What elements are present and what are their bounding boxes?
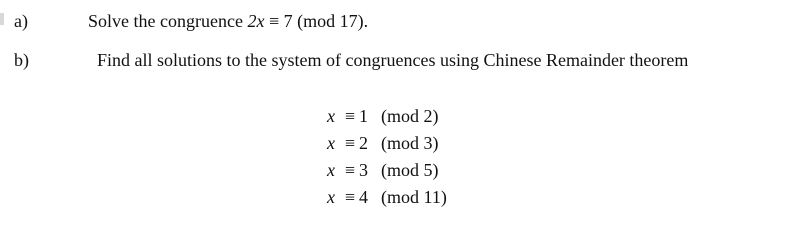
page-edge-mark bbox=[0, 13, 4, 25]
question-a-expression-rest: ≡ 7 (mod 17) bbox=[264, 11, 364, 31]
congruence-symbol: ≡ bbox=[344, 160, 356, 180]
congruence-value: 2 bbox=[359, 133, 368, 153]
congruence-variable: x bbox=[327, 187, 335, 207]
congruence-modulus: (mod 2) bbox=[381, 106, 439, 126]
congruence-row bbox=[327, 103, 447, 130]
congruence-system bbox=[327, 103, 447, 211]
congruence-row bbox=[327, 184, 447, 211]
congruence-row bbox=[327, 130, 447, 157]
congruence-symbol: ≡ bbox=[344, 133, 356, 153]
question-a-prefix: Solve the congruence bbox=[88, 11, 248, 31]
congruence-modulus: (mod 3) bbox=[381, 133, 439, 153]
question-b-label: b) bbox=[14, 50, 29, 70]
congruence-symbol: ≡ bbox=[344, 106, 356, 126]
congruence-variable: x bbox=[327, 160, 335, 180]
question-b-text: Find all solutions to the system of congruences using Chinese Remainder theorem bbox=[97, 50, 689, 70]
congruence-value: 4 bbox=[359, 187, 368, 207]
congruence-variable: x bbox=[327, 133, 335, 153]
congruence-modulus: (mod 5) bbox=[381, 160, 439, 180]
congruence-row bbox=[327, 157, 447, 184]
congruence-value: 3 bbox=[359, 160, 368, 180]
question-a-label: a) bbox=[14, 11, 28, 31]
question-a-expression-var: 2x bbox=[247, 11, 265, 31]
congruence-symbol: ≡ bbox=[344, 187, 356, 207]
question-a-suffix: . bbox=[363, 11, 369, 31]
congruence-variable: x bbox=[327, 106, 335, 126]
question-a-text bbox=[88, 12, 368, 30]
congruence-value: 1 bbox=[359, 106, 368, 126]
congruence-modulus: (mod 11) bbox=[381, 187, 447, 207]
